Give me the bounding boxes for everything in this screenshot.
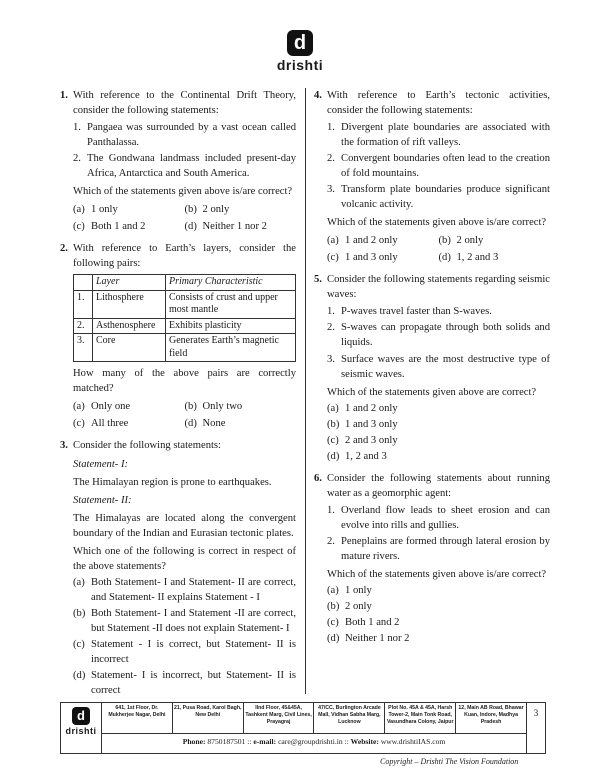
option-d[interactable]: (d) 1, 2 and 3	[327, 450, 387, 462]
right-column	[314, 88, 550, 653]
options	[73, 201, 296, 235]
pairs-table	[73, 274, 296, 362]
question-2	[60, 241, 296, 432]
question-ask: Which of the statements given above is/are correct?	[327, 217, 547, 229]
drishti-logo-icon: d	[287, 30, 313, 56]
statement-list	[327, 503, 550, 564]
question-ask: Which of the statements given above is/are correct?	[73, 186, 293, 198]
option-b[interactable]: (b) 2 only	[184, 204, 230, 216]
table-row: 3. Core Generates Earth’s magnetic field	[74, 334, 296, 362]
statement-2-text: The Himalayas are located along the convergent boundary of the Indian and Eurasian tectonic plates.	[73, 512, 296, 539]
question-ask: How many of the above pairs are correctly matched?	[73, 368, 296, 395]
contact-line: Phone: 8750187501 :: e-mail: care@groupdrishti.in :: Website: www.drishtiIAS.com	[182, 737, 446, 746]
options	[327, 401, 550, 464]
statement-1-label: Statement- I:	[73, 458, 129, 470]
statement: 1. P-waves travel faster than S-waves.	[327, 306, 492, 318]
option-b[interactable]: (b) 1 and 3 only	[327, 418, 398, 430]
option-c[interactable]: (c) Statement - I is correct, but Statement- II is incorrect	[73, 638, 296, 665]
question-number: 4.	[314, 90, 322, 101]
address-lucknow: 47/CC, Burlington Arcade Mall, Vidhan Sabha Marg, Lucknow	[314, 703, 385, 733]
question-text: Consider the following statements about running water as a geomorphic agent:	[327, 472, 550, 499]
brand-name: drishti	[65, 726, 97, 736]
options	[327, 583, 550, 646]
option-b[interactable]: (b) Both Statement- I and Statement -II are correct, but Statement -II does not explain Statement- I	[73, 607, 296, 634]
table-row: 2. Asthenosphere Exhibits plasticity	[74, 318, 296, 334]
question-text: With reference to Earth’s layers, consider the following pairs:	[73, 243, 296, 270]
brand-name: drishti	[276, 57, 324, 73]
statement: 1. Pangaea was surrounded by a vast ocean called Panthalassa.	[73, 122, 296, 149]
question-text: With reference to Earth’s tectonic activities, consider the following statements:	[327, 90, 550, 117]
address-indore: 12, Main AB Road, Bhawar Kuan, Indore, Madhya Pradesh	[458, 705, 524, 726]
options	[73, 398, 296, 432]
option-a[interactable]: (a) Both Statement- I and Statement- II are correct, and Statement- II explains Statement - I	[73, 576, 296, 603]
option-d[interactable]: (d) Neither 1 nor 2	[327, 633, 410, 645]
address-jaipur: Plot No. 45A & 45A, Harsh Tower-2, Main Tonk Road, Vasundhara Colony, Jaipur	[385, 703, 456, 733]
option-d[interactable]: (d) Statement- I is incorrect, but Statement- II is correct	[73, 669, 296, 696]
question-text: Consider the following statements regarding seismic waves:	[327, 274, 550, 301]
question-text: With reference to the Continental Drift Theory, consider the following statements:	[73, 90, 296, 117]
question-ask: Which one of the following is correct in respect of the above statements?	[73, 545, 296, 572]
question-number: 2.	[60, 243, 68, 255]
question-5	[314, 272, 550, 464]
option-a[interactable]: (a) 1 and 2 only	[327, 235, 398, 247]
option-a[interactable]: (a) 1 and 2 only	[327, 402, 398, 414]
question-number: 6.	[314, 472, 322, 484]
address-karol-bagh: 21, Pusa Road, Karol Bagh, New Delhi	[173, 703, 244, 733]
left-column	[60, 88, 296, 705]
question-text: Consider the following statements:	[73, 440, 221, 452]
question-1	[60, 88, 296, 235]
option-a[interactable]: (a) 1 only	[73, 204, 118, 216]
option-c[interactable]: (c) Both 1 and 2	[327, 617, 400, 628]
option-c[interactable]: (c) 1 and 3 only	[327, 252, 398, 264]
option-b[interactable]: (b) 2 only	[327, 600, 372, 612]
footer-logo	[61, 703, 102, 753]
question-ask: Which of the statements given above are correct?	[327, 386, 537, 398]
table-row: 1. Lithosphere Consists of crust and upper most mantle	[74, 290, 296, 318]
page-number: 3	[526, 703, 545, 753]
copyright: Copyright – Drishti The Vision Foundation	[380, 757, 519, 766]
statement: 2. Convergent boundaries often lead to the creation of fold mountains.	[327, 153, 550, 180]
page-footer	[60, 702, 546, 754]
option-a[interactable]: (a) Only one	[73, 401, 131, 413]
options	[73, 575, 296, 698]
option-b[interactable]: (b) Only two	[184, 401, 243, 413]
statement-list	[327, 304, 550, 381]
question-6	[314, 471, 550, 647]
statement-1-text: The Himalayan region is prone to earthquakes.	[73, 476, 272, 488]
header-logo	[276, 30, 324, 73]
statement: 1. Divergent plate boundaries are associated with the formation of rift valleys.	[327, 122, 550, 149]
website-link[interactable]: www.drishtiIAS.com	[380, 737, 446, 746]
options	[327, 232, 550, 266]
question-number: 5.	[314, 274, 322, 286]
question-ask: Which of the statements given above is/are correct?	[327, 568, 547, 580]
option-b[interactable]: (b) 2 only	[438, 235, 484, 247]
statement: 2. The Gondwana landmass included present-day Africa, Antarctica and South America.	[73, 153, 296, 180]
option-d[interactable]: (d) 1, 2 and 3	[438, 252, 499, 264]
statement: 1. Overland flow leads to sheet erosion and can evolve into rills and gullies.	[327, 504, 550, 531]
drishti-logo-icon: d	[72, 707, 90, 725]
option-c[interactable]: (c) All three	[73, 418, 129, 430]
table-header-row: Layer Primary Characteristic	[74, 275, 296, 291]
option-a[interactable]: (a) 1 only	[327, 584, 372, 596]
statement: 2. Peneplains are formed through lateral erosion by mature rivers.	[327, 535, 550, 562]
address-list	[102, 703, 526, 734]
column-divider	[305, 88, 306, 694]
address-prayagraj: IInd Floor, 45&45A, Tashkent Marg, Civil Lines, Prayagraj	[244, 703, 315, 733]
statement: 2. S-waves can propagate through both solids and liquids.	[327, 322, 550, 349]
question-3	[60, 438, 296, 699]
statement-list	[73, 120, 296, 181]
option-c[interactable]: (c) Both 1 and 2	[73, 221, 146, 233]
email-link[interactable]: care@groupdrishti.in	[278, 737, 343, 746]
question-number: 1.	[60, 90, 68, 101]
question-4	[314, 88, 550, 266]
option-c[interactable]: (c) 2 and 3 only	[327, 434, 398, 446]
option-d[interactable]: (d) None	[184, 418, 226, 430]
statement-list	[327, 120, 550, 212]
phone[interactable]: 8750187501	[207, 737, 246, 746]
statement: 3. Surface waves are the most destructive type of seismic waves.	[327, 353, 550, 380]
option-d[interactable]: (d) Neither 1 nor 2	[184, 221, 267, 233]
statement: 3. Transform plate boundaries produce significant volcanic activity.	[327, 184, 550, 211]
address-delhi-mukherjee-nagar: 641, 1st Floor, Dr. Mukherjee Nagar, Delhi	[102, 703, 173, 733]
question-number: 3.	[60, 440, 68, 452]
statement-2-label: Statement- II:	[73, 494, 132, 506]
